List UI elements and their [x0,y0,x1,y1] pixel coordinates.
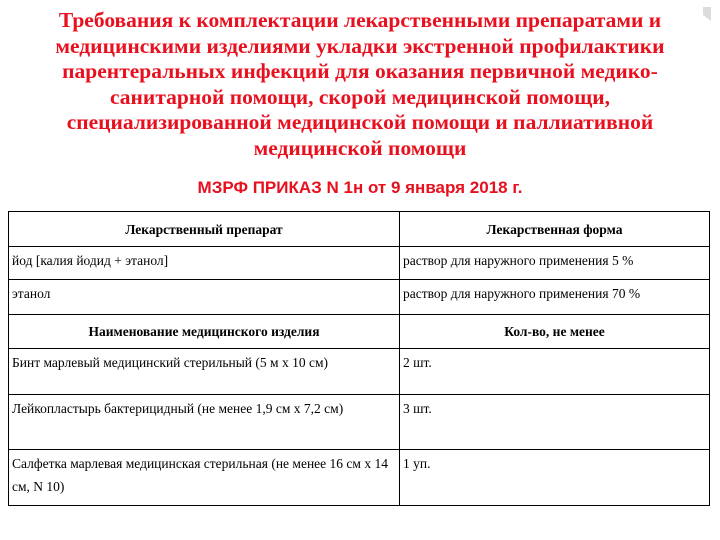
device-quantity-cell: 3 шт. [400,395,710,450]
quantity-column-header: Кол-во, не менее [400,315,710,349]
drug-name-cell: этанол [9,280,400,315]
table-row [9,349,710,395]
device-name-cell: Лейкопластырь бактерицидный (не менее 1,9 см x 7,2 см) [9,395,400,450]
device-quantity-cell: 1 уп. [400,450,710,506]
drug-name-cell: йод [калия йодид + этанол] [9,247,400,280]
table-row [9,280,710,315]
device-column-header: Наименование медицинского изделия [9,315,400,349]
drugs-header-row [9,212,710,247]
device-name-cell: Салфетка марлевая медицинская стерильная (не менее 16 см x 14 см, N 10) [9,450,400,506]
table-row [9,395,710,450]
drug-column-header: Лекарственный препарат [9,212,400,247]
form-column-header: Лекарственная форма [400,212,710,247]
kit-requirements-table [8,211,710,506]
order-reference: МЗРФ ПРИКАЗ N 1н от 9 января 2018 г. [197,178,523,197]
device-quantity-cell: 2 шт. [400,349,710,395]
table-row [9,247,710,280]
table-row [9,450,710,506]
page-title: Требования к комплектации лекарственными препаратами и медицинскими изделиями укладки экстренной профилактики парентеральных инфекций для оказания первичной медико-санитарной помощи, скорой медицинской помощи, специализированной медицинской помощи и паллиативной медицинской помощи [55,8,665,160]
drug-form-cell: раствор для наружного применения 5 % [400,247,710,280]
drug-form-cell: раствор для наружного применения 70 % [400,280,710,315]
device-name-cell: Бинт марлевый медицинский стерильный (5 м x 10 см) [9,349,400,395]
devices-header-row [9,315,710,349]
